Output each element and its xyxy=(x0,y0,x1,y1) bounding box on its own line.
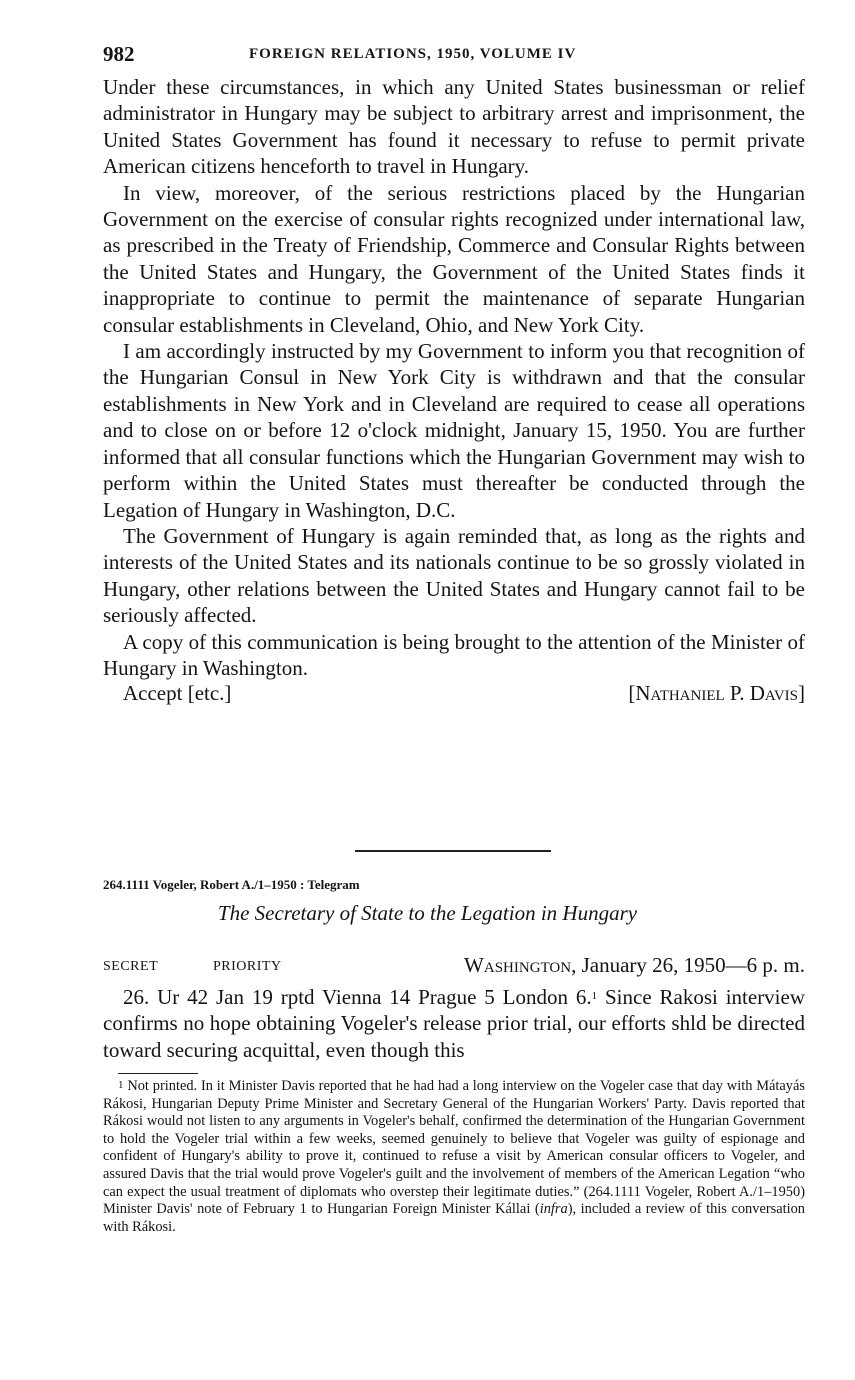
paragraph-5: A copy of this communication is being brought to the attention of the Minister of Hungary in Washington. xyxy=(103,629,805,680)
telegram-paragraph xyxy=(103,984,805,1063)
document-title: The Secretary of State to the Legation in Hungary xyxy=(217,901,638,925)
telegram-body xyxy=(103,984,805,1063)
dateline xyxy=(464,953,805,978)
dateline-place: Washington xyxy=(464,953,572,977)
footnote-text: Not printed. In it Minister Davis reported that he had had a long interview on the Vogeler case that day with Mátayás Rákosi, Hungarian Deputy Prime Minister and Secretary General of the Hungarian Workers' Party. Davis reported that Rákosi would not listen to any arguments in Vogeler's behalf, confirmed the determination of the Hungarian Government to hold the Vogeler trial within a few weeks, seemed genuinely to believe that Vogeler was guilty of espionage and confident of Hungary's ability to prove it, continued to refuse a visit by American consular officers to Vogeler, and assured Davis that the trial would prove Vogeler's guilt and the involvement of members of the American Legation “who can expect the usual treatment of diplomats who overstep their legitimate duties.” (264.1111 Vogeler, Robert A./1–1950) Minister Davis' note of February 1 to Hungarian Foreign Minister Kállai ( xyxy=(103,1078,805,1218)
closing-accept: Accept [etc.] xyxy=(123,681,232,706)
page-header xyxy=(103,42,805,74)
paragraph-3: I am accordingly instructed by my Government to inform you that recognition of the Hungarian Consul in New York City is withdrawn and that the consular establishments in New York and in Cleveland are required to cease all operations and to close on or before 12 o'clock midnight, January 15, 1950. You are further informed that all consular functions which the Hungarian Government may wish to perform within the United States must thereafter be conducted through the Legation of Hungary in Washington, D.C. xyxy=(103,339,805,522)
paragraph-2: In view, moreover, of the serious restrictions placed by the Hungarian Government on the exercise of consular rights recognized under international law, as prescribed in the Treaty of Friendship, Commerce and Consular Rights between the United States and Hungary, the Government of the United States finds it inappropriate to continue to permit the maintenance of separate Hungarian consular establishments in Cleveland, Ohio, and New York City. xyxy=(103,180,805,337)
telegram-text-end: Since Rakosi interview confirms no hope obtaining Vogeler's release prior trial, our efforts shld be directed toward securing acquittal, even though this xyxy=(103,985,806,1062)
telegram-text-start: 26. Ur 42 Jan 19 rptd Vienna 14 Prague 5 London 6. xyxy=(123,985,592,1009)
precedence-priority: PRIORITY xyxy=(213,959,282,974)
section-divider xyxy=(355,850,551,852)
footnote-paragraph xyxy=(103,1078,805,1236)
paragraph-1: Under these circumstances, in which any United States businessman or relief administrator in Hungary may be subject to arbitrary arrest and imprisonment, the United States Government has found it necessary to refuse to permit private American citizens henceforth to travel in Hungary. xyxy=(103,75,805,179)
letter-continuation xyxy=(103,42,805,708)
classification-secret: SECRET xyxy=(103,959,159,974)
page-number: 982 xyxy=(103,42,135,66)
footnote-rule xyxy=(118,1073,198,1074)
signature: [Nathaniel P. Davis] xyxy=(628,681,805,706)
footnote xyxy=(103,1078,805,1236)
file-reference: 264.1111 Vogeler, Robert A./1–1950 : Telegram xyxy=(103,877,360,892)
footnote-text-end: ), included a review of this conversation with Rákosi. xyxy=(103,1201,806,1235)
classification-row xyxy=(103,953,805,981)
footnote-marker: 1 xyxy=(118,1079,124,1091)
paragraph-4: The Government of Hungary is again reminded that, as long as the rights and interests of the United States and its nationals continue to be so grossly violated in Hungary, other relations between the United States and Hungary cannot fail to be seriously affected. xyxy=(103,523,805,628)
closing-row xyxy=(103,681,805,708)
dateline-date: , January 26, 1950—6 p. m. xyxy=(571,953,805,977)
footnote-infra-ref: infra xyxy=(539,1201,568,1218)
running-head: FOREIGN RELATIONS, 1950, VOLUME IV xyxy=(249,46,577,62)
footnote-reference[interactable]: 1 xyxy=(591,990,598,1002)
